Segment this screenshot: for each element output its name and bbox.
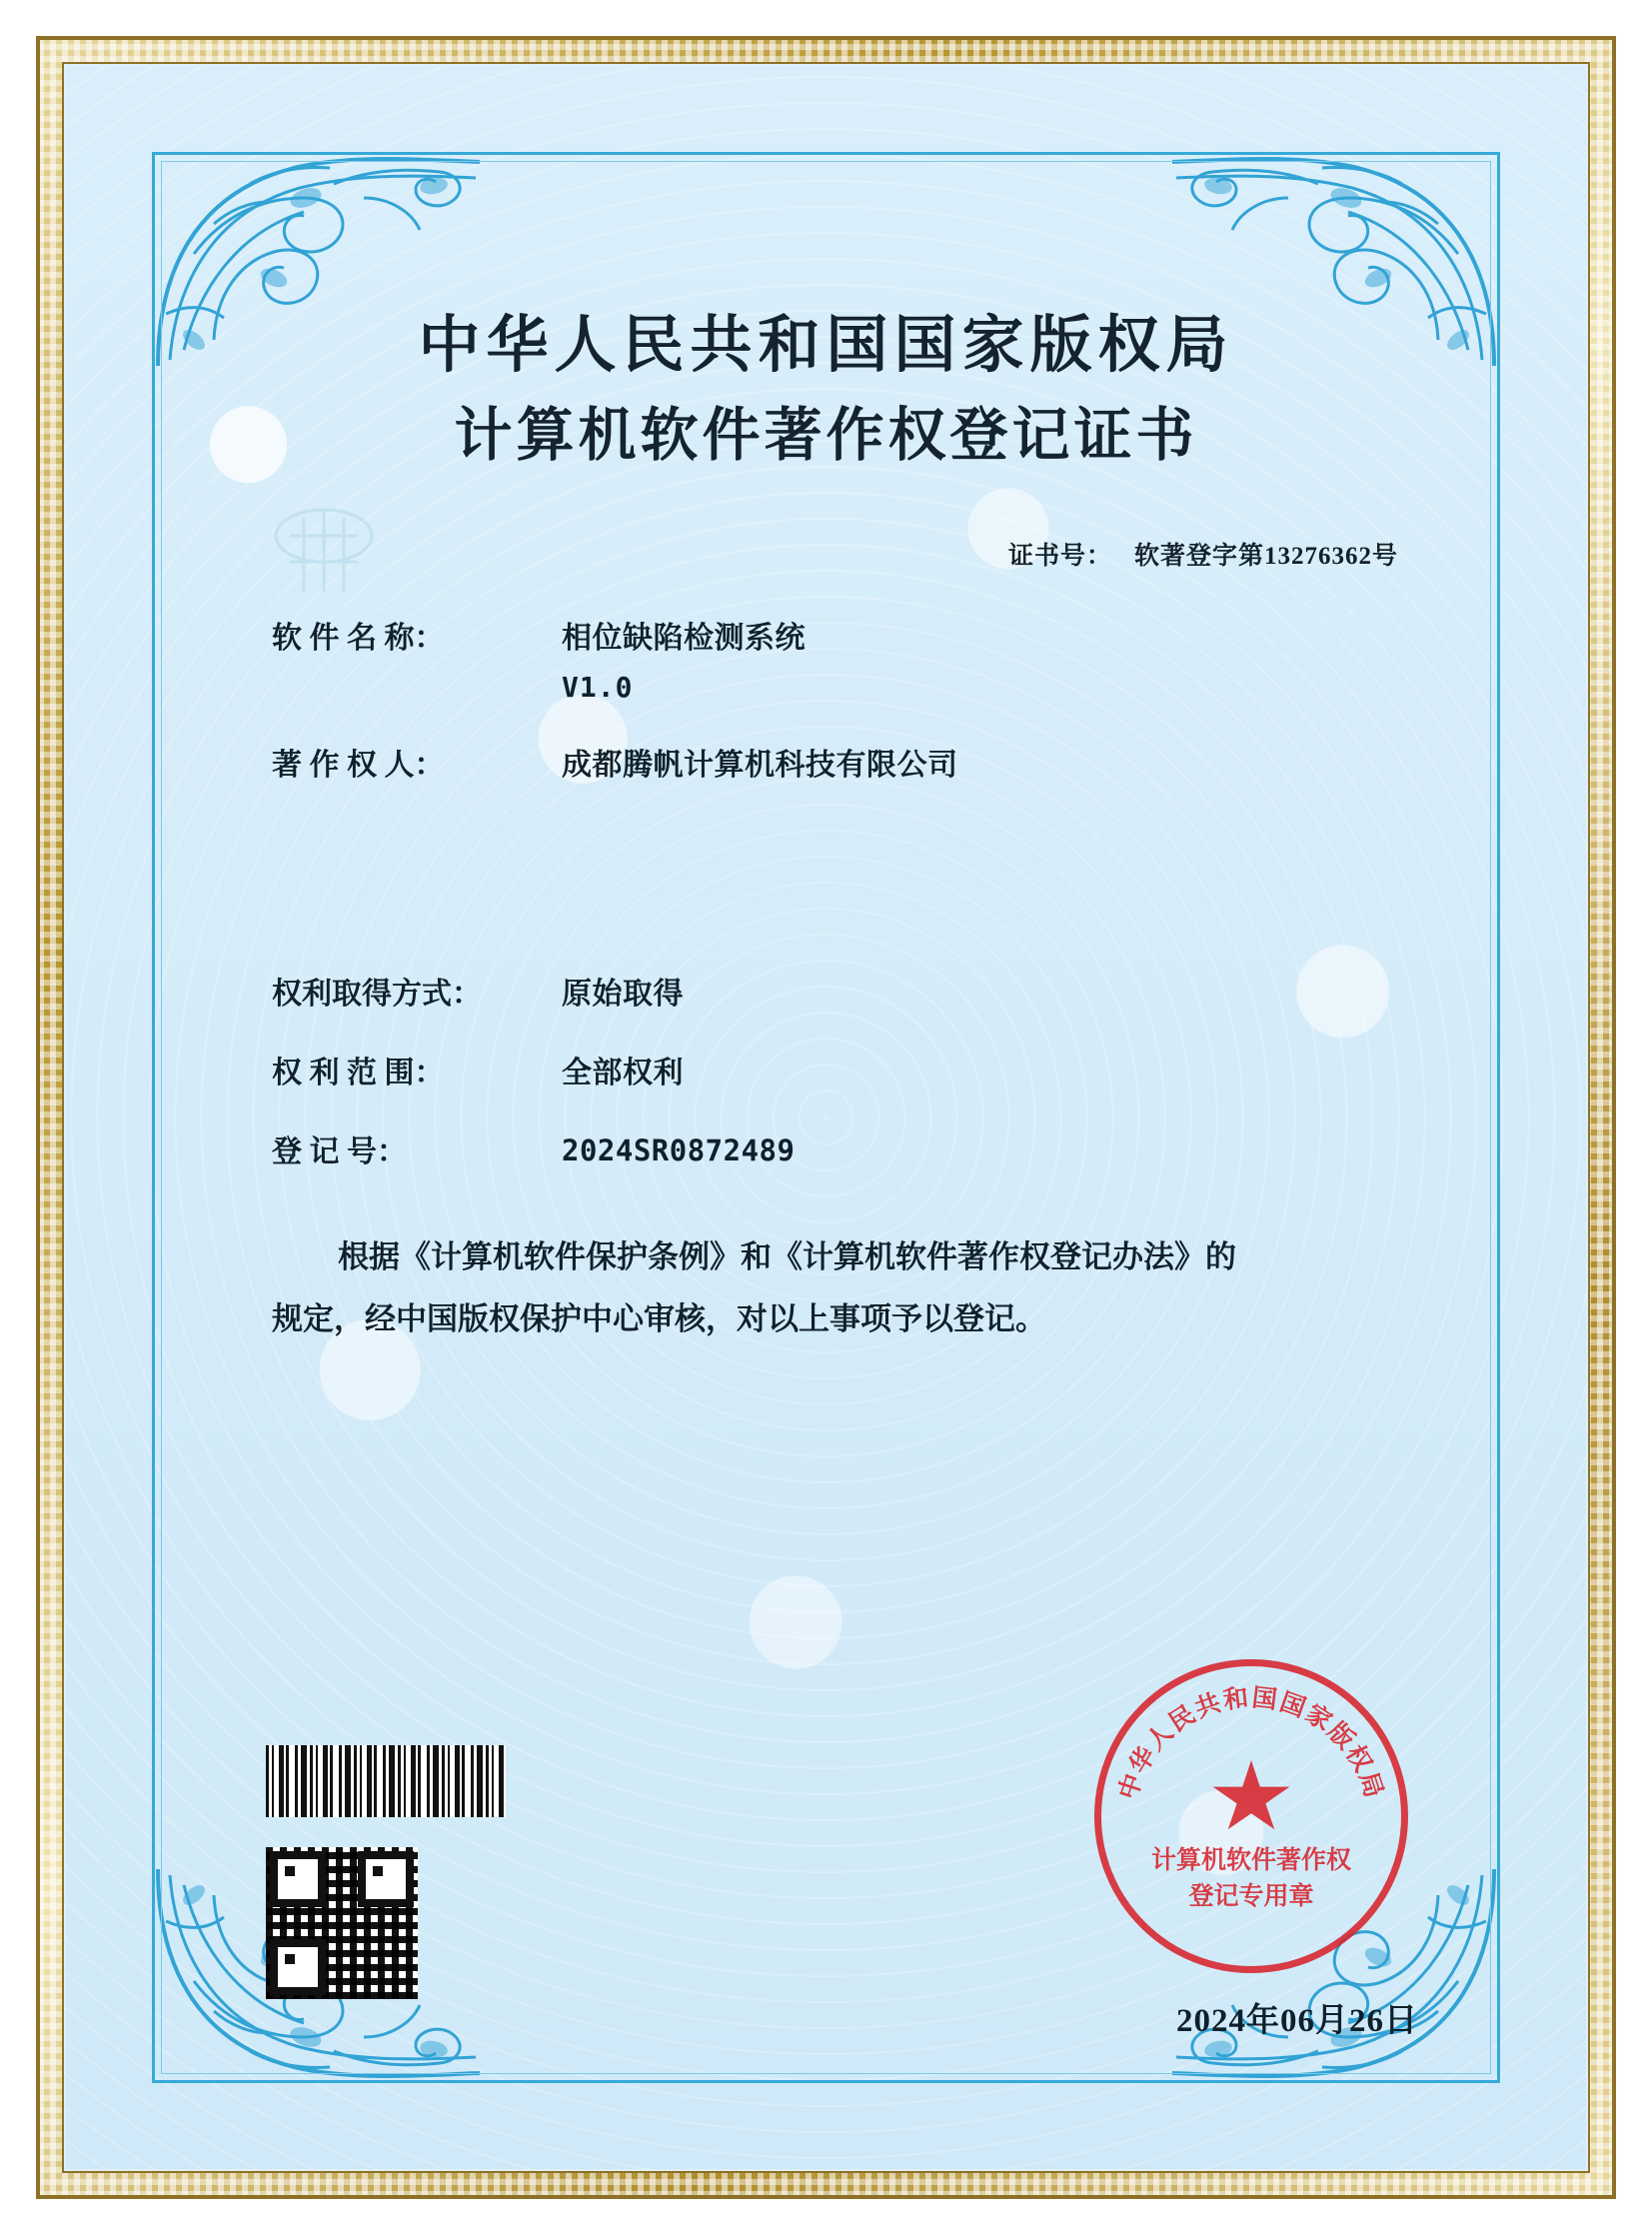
field-software-name [272, 616, 1476, 709]
field-value-copyright-owner: 成都腾帆计算机科技有限公司 [562, 748, 958, 782]
legal-statement-text-2: 规定，经中国版权保护中心审核，对以上事项予以登记。 [272, 1300, 1046, 1336]
certificate-fields [176, 616, 1476, 1174]
certificate-number-value: 软著登字第13276362号 [1133, 542, 1398, 570]
guilloche-background [66, 66, 1586, 2169]
software-name-text: 相位缺陷检测系统 [562, 621, 806, 655]
field-label-registration-number: 登 记 号： [272, 1134, 407, 1168]
field-label-acquisition-method: 权利取得方式： [272, 977, 482, 1011]
legal-statement-line-1 [272, 1226, 1390, 1288]
certificate-title-block [176, 306, 1476, 474]
issue-date: 2024年06月26日 [1176, 2003, 1418, 2039]
seal-bottom-text [1101, 1842, 1401, 1915]
field-value-software-name [562, 616, 806, 709]
seal-arc-text [1101, 1666, 1401, 1966]
field-label-copyright-owner: 著 作 权 人： [272, 748, 445, 782]
qr-eye-top-right [358, 1851, 414, 1907]
certificate-number-label: 证书号： [1007, 542, 1112, 570]
field-registration-number [272, 1129, 1476, 1174]
field-value-registration-number: 2024SR0872489 [562, 1132, 796, 1167]
issuer-title: 中华人民共和国国家版权局 [418, 308, 1234, 381]
qr-eye-bottom-left [270, 1939, 326, 1995]
field-acquisition-method [272, 972, 1476, 1017]
legal-statement [176, 1226, 1476, 1350]
field-rights-scope [272, 1051, 1476, 1096]
certificate-number-row [176, 536, 1476, 572]
document-title: 计算机软件著作权登记证书 [454, 400, 1198, 469]
qr-eye-top-left [270, 1851, 326, 1907]
software-version-text: V1.0 [562, 670, 634, 704]
field-copyright-owner [272, 743, 1476, 788]
legal-statement-text-1: 根据《计算机软件保护条例》和《计算机软件著作权登记办法》的 [338, 1238, 1236, 1274]
field-spacer [272, 822, 1476, 972]
field-value-acquisition-method: 原始取得 [562, 977, 684, 1011]
field-label-rights-scope: 权 利 范 围： [272, 1056, 445, 1090]
barcode [266, 1745, 506, 1817]
qr-code [266, 1847, 418, 1999]
seal-arc-label: 中华人民共和国国家版权局 [1112, 1682, 1390, 1803]
official-seal [1094, 1659, 1408, 1973]
seal-bottom-line-2: 登记专用章 [1188, 1880, 1314, 1910]
field-value-rights-scope: 全部权利 [562, 1056, 684, 1090]
legal-statement-line-2 [272, 1288, 1390, 1350]
field-label-software-name: 软 件 名 称： [272, 621, 445, 655]
seal-bottom-line-1: 计算机软件著作权 [1150, 1844, 1351, 1874]
